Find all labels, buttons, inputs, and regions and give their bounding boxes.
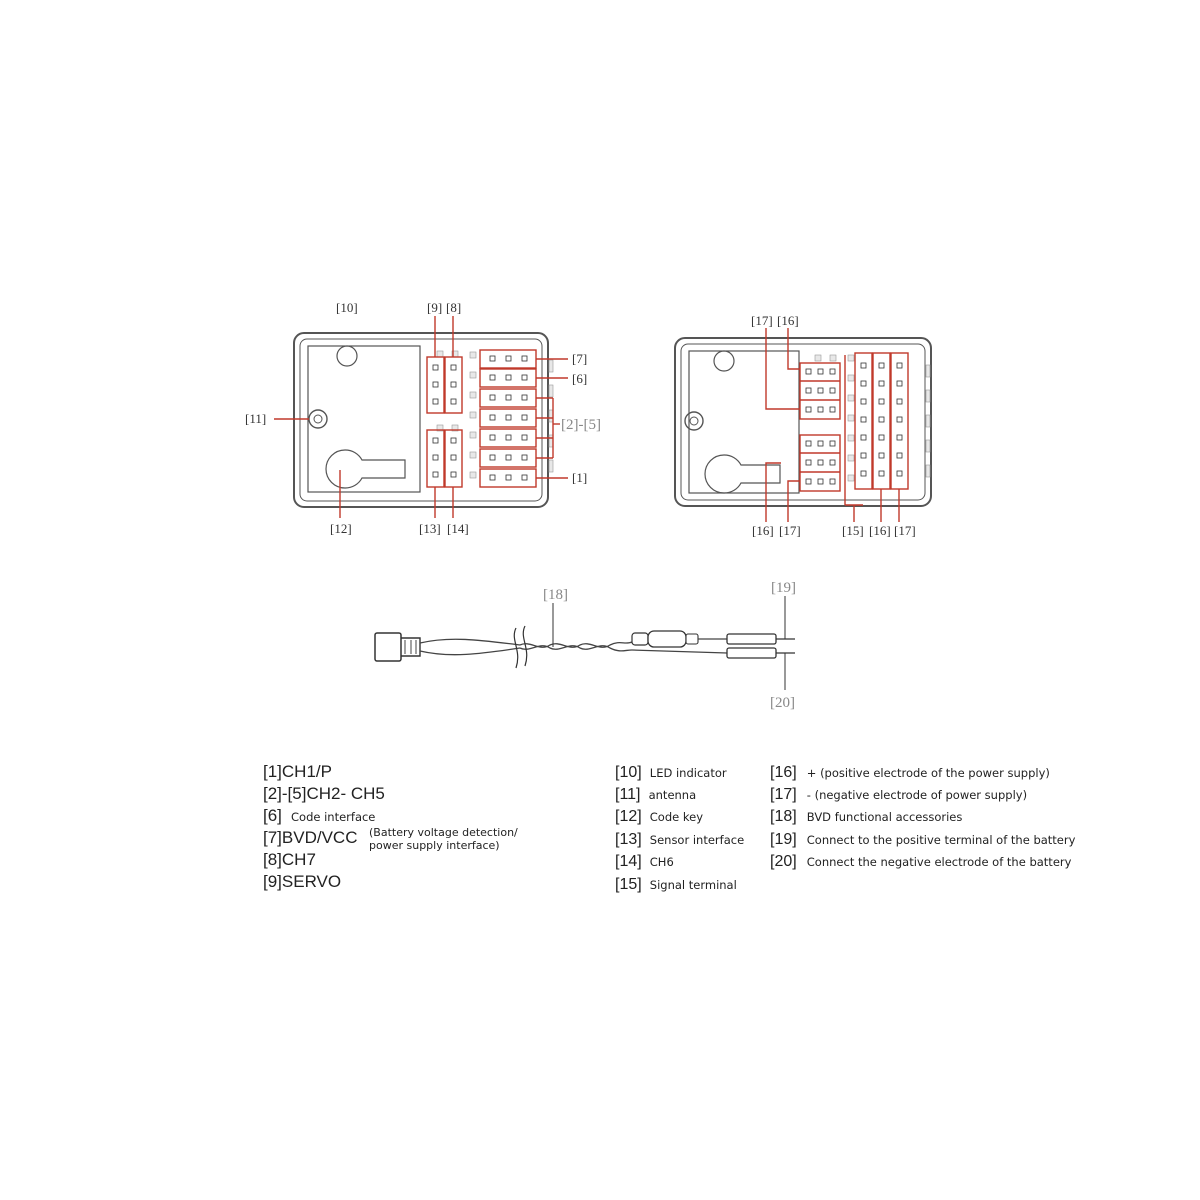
callout-minus-terminal: [20] [770,695,795,711]
callout-led: [10] [336,300,358,315]
callout-bvd: [7] [572,351,588,366]
callout-signal: [15] [842,523,864,538]
legend-item-battery-negative: [20] Connect the negative electrode of the battery [770,853,1072,870]
callout-antenna: [11] [245,411,267,426]
callout-accessory: [18] [543,587,568,603]
legend-item-code-interface: [6] Code interface [263,806,376,825]
callout-sensor: [13] [419,521,441,536]
legend-item-servo: [9]SERVO [263,872,342,891]
callout-ch1: [1] [572,470,588,485]
callout-ch2-ch5: [2]-[5] [561,417,601,433]
legend-note-bvd: (Battery voltage detection/ power supply interface) [369,826,518,852]
callout-ch7: [8] [446,300,462,315]
callout-bottom-negative: [17] [779,523,801,538]
callout-bottom-positive: [16] [752,523,774,538]
legend-item-led: [10] LED indicator [615,764,727,781]
callout-ch6: [14] [447,521,469,536]
legend-item-battery-positive: [19] Connect to the positive terminal of the battery [770,831,1076,848]
callout-top-negative: [17] [751,313,773,328]
callout-top-positive: [16] [777,313,799,328]
callout-code-interface: [6] [572,371,588,386]
legend-item-ch7: [8]CH7 [263,850,316,869]
callout-positive: [16] [869,523,891,538]
legend-item-sensor: [13] Sensor interface [615,831,745,848]
legend-item-code-key: [12] Code key [615,808,704,825]
legend-item-negative: [17] - (negative electrode of power supply) [770,786,1028,803]
callout-servo: [9] [427,300,443,315]
legend-item-positive: [16] + (positive electrode of the power supply) [770,764,1050,781]
callout-plus-terminal: [19] [771,580,796,596]
legend-item-bvd-accessories: [18] BVD functional accessories [770,808,963,825]
legend-item-ch6: [14] CH6 [615,853,674,870]
legend-item-ch1: [1]CH1/P [263,762,332,781]
callout-negative: [17] [894,523,916,538]
legend-item-ch2-ch5: [2]-[5]CH2- CH5 [263,784,385,803]
legend-item-bvd: [7]BVD/VCC [263,828,358,847]
callout-code-key: [12] [330,521,352,536]
legend-item-signal: [15] Signal terminal [615,876,737,893]
legend-item-antenna: [11] antenna [615,786,697,803]
